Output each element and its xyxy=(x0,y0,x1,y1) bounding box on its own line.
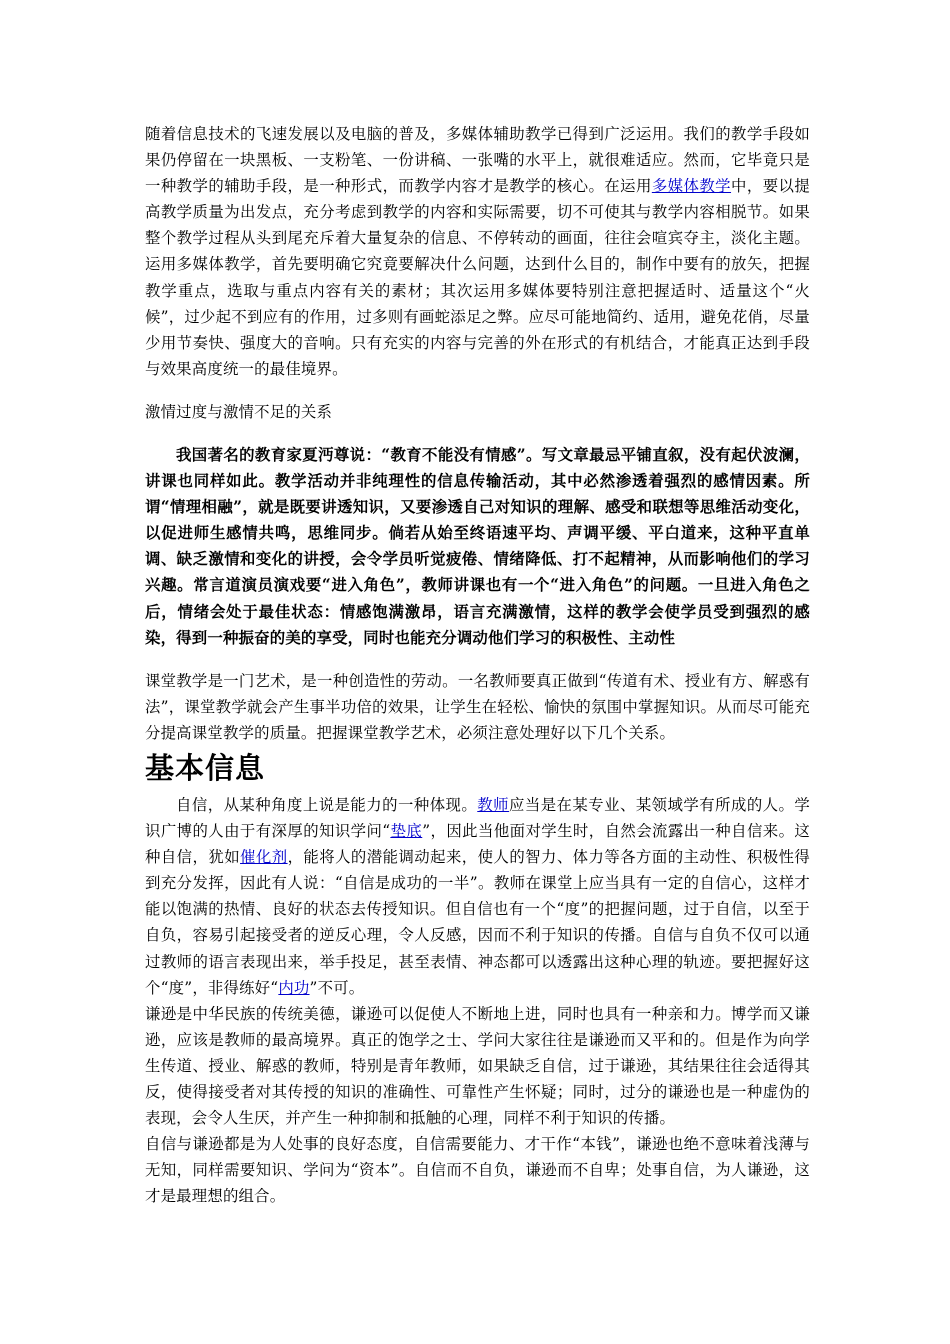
paragraph-text: 自信，从某种角度上说是能力的一种体现。 xyxy=(176,795,478,814)
paragraph-text: 应当是在某专业、某领域学有所成的人。学识广博的人由于有深厚的知识学问“ xyxy=(145,795,810,841)
paragraph-multimedia xyxy=(145,121,810,382)
paragraph-conclusion: 自信与谦逊都是为人处事的良好态度，自信需要能力、才干作“本钱”，谦逊也绝不意味着浅薄与无知，同样需要知识、学问为“资本”。自信而不自负，谦逊而不自卑；处事自信，为人谦逊，这才是最理想的组合。 xyxy=(145,1135,810,1206)
section-title: 激情过度与激情不足的关系 xyxy=(145,402,333,421)
paragraph-text: ”不可。 xyxy=(309,978,365,997)
paragraph-classroom-art: 课堂教学是一门艺术，是一种创造性的劳动。一名教师要真正做到“传道有术、授业有方、解惑有法”，课堂教学就会产生事半功倍的效果，让学生在轻松、愉快的氛围中掌握知识。从而尽可能充分提高课堂教学的质量。把握课堂教学艺术，必须注意处理好以下几个关系。 xyxy=(145,671,810,742)
paragraph-text: 中，要以提高教学质量为出发点，充分考虑到教学的内容和实际需要，切不可使其与教学内容相脱节。如果整个教学过程从头到尾充斥着大量复杂的信息、不停转动的画面，往往会喧宾夺主，淡化主题。运用多媒体教学，首先要明确它究竟要解决什么问题，达到什么目的，制作中要有的放矢，把握教学重点，选取与重点内容有关的素材；其次运用多媒体要特别注意把握适时、适量这个“火候”，过少起不到应有的作用，过多则有画蛇添足之弊。应尽可能地简约、适用，避免花俏，尽量少用节奏快、强度大的音响。只有充实的内容与完善的外在形式的有机结合，才能真正达到手段与效果高度统一的最佳境界。 xyxy=(145,177,810,378)
paragraph-confidence xyxy=(145,792,810,1001)
spacer xyxy=(145,382,810,399)
link-catalyst[interactable]: 催化剂 xyxy=(240,848,288,867)
paragraph-modesty: 谦逊是中华民族的传统美德，谦逊可以促使人不断地上进，同时也具有一种亲和力。博学而又谦逊，应该是教师的最高境界。真正的饱学之士、学问大家往往是谦逊而又平和的。但是作为向学生传道、授业、解惑的教师，特别是青年教师，如果缺乏自信，过于谦逊，其结果往往会适得其反，使得接受者对其传授的知识的准确性、可靠性产生怀疑；同时，过分的谦逊也是一种虚伪的表现，会令人生厌，并产生一种抑制和抵触的心理，同样不利于知识的传播。 xyxy=(145,1004,810,1128)
paragraph-passion: 我国著名的教育家夏沔尊说：“教育不能没有情感”。写文章最忌平铺直叙，没有起伏波澜，讲课也同样如此。教学活动并非纯理性的信息传输活动，其中必然渗透着强烈的感情因素。所谓“情理相融”，就是既要讲透知识，又要渗透自己对知识的理解、感受和联想等思维活动变化，以促进师生感情共鸣，思维同步。倘若从始至终语速平均、声调平缓、平白道来，这种平直单调、缺乏激情和变化的讲授，会令学员听觉疲倦、情绪降低、打不起精神，从而影响他们的学习兴趣。常言道演员演戏要“进入角色”，教师讲课也有一个“进入角色”的问题。一旦进入角色之后，情绪会处于最佳状态：情感饱满激昂，语言充满激情，这样的教学会使学员受到强烈的感染，得到一种振奋的美的享受，同时也能充分调动他们学习的积极性、主动性 xyxy=(145,445,810,647)
paragraph-text: ，能将人的潜能调动起来，使人的智力、体力等各方面的主动性、积极性得到充分发挥，因此有人说：“自信是成功的一半”。教师在课堂上应当具有一定的自信心，这样才能以饱满的热情、良好的状态去传授知识。但自信也有一个“度”的把握问题，过于自信，以至于自负，容易引起接受者的逆反心理，令人反感，因而不利于知识的传播。自信与自负不仅可以通过教师的语言表现出来，举手投足，甚至表情、神态都可以透露出这种心理的轨迹。要把握好这个“度”，非得练好“ xyxy=(145,848,811,997)
link-teacher[interactable]: 教师 xyxy=(477,795,509,814)
heading-basic-info: 基本信息 xyxy=(145,750,266,785)
paragraph-text: ”，因此当他面对学生时，自然会流露出一种自信来。这种自信，犹如 xyxy=(145,822,810,867)
spacer xyxy=(145,425,810,442)
paragraph-text: 随着信息技术的飞速发展以及电脑的普及，多媒体辅助教学已得到广泛运用。我们的教学手段如果仍停留在一块黑板、一支粉笔、一份讲稿、一张嘴的水平上，就很难适应。然而，它毕竟只是一种教学的辅助手段，是一种形式，而教学内容才是教学的核心。在运用 xyxy=(145,125,810,196)
spacer xyxy=(145,651,810,668)
document-page xyxy=(145,121,810,1209)
link-multimedia-teaching[interactable]: 多媒体教学 xyxy=(651,177,732,196)
link-inner-skill[interactable]: 内功 xyxy=(278,978,310,997)
link-foundation[interactable]: 垫底 xyxy=(390,822,423,841)
